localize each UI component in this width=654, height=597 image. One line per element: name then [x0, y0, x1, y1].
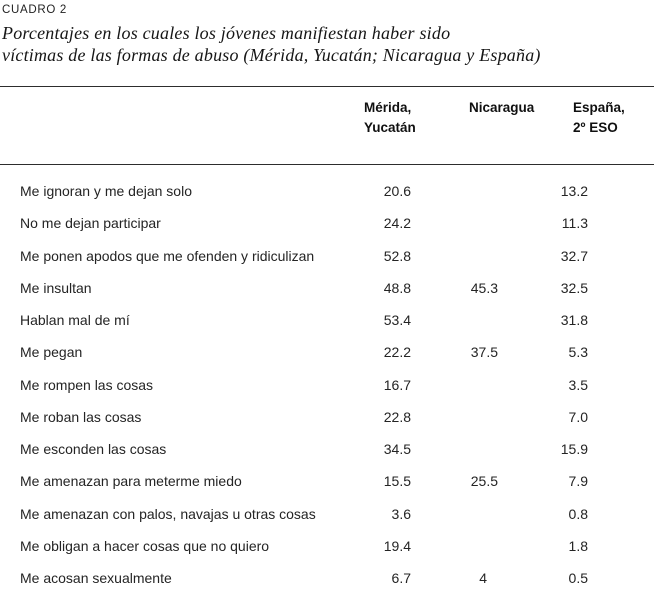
row-label: Hablan mal de mí — [20, 312, 130, 329]
nicaragua-value — [421, 207, 508, 239]
column-header-merida — [341, 87, 421, 165]
row-label: Me insultan — [20, 279, 92, 296]
table-row — [0, 530, 654, 562]
nicaragua-value — [421, 240, 508, 272]
espana-value: 0.8 — [568, 505, 588, 522]
table-row — [0, 304, 654, 336]
nicaragua-value: 25.5 — [470, 473, 498, 490]
column-header-espana — [508, 87, 654, 165]
column-header-nicaragua — [421, 87, 535, 165]
row-label: Me obligan a hacer cosas que no quiero — [20, 537, 270, 554]
nicaragua-value — [421, 401, 508, 433]
table-row — [0, 240, 654, 272]
espana-value: 15.9 — [560, 441, 588, 458]
espana-value: 32.7 — [560, 247, 588, 264]
merida-value: 16.7 — [383, 376, 411, 393]
column-header-merida-line-1: Mérida, — [364, 100, 412, 115]
table-row — [0, 207, 654, 239]
merida-value: 22.2 — [383, 344, 411, 361]
nicaragua-value: 4 — [479, 570, 487, 587]
table-title — [2, 22, 644, 66]
table-row — [0, 562, 654, 597]
table-row — [0, 165, 654, 208]
merida-value: 53.4 — [383, 312, 411, 329]
merida-value: 24.2 — [383, 215, 411, 232]
nicaragua-value — [421, 165, 508, 208]
row-label: Me pegan — [20, 344, 83, 361]
merida-value: 22.8 — [383, 408, 411, 425]
espana-value: 5.3 — [568, 344, 588, 361]
column-header-merida-line-2: Yucatán — [364, 120, 416, 135]
nicaragua-value — [421, 498, 508, 530]
nicaragua-value: 45.3 — [470, 279, 498, 296]
espana-value: 1.8 — [568, 537, 588, 554]
espana-value: 31.8 — [560, 312, 588, 329]
table-row — [0, 465, 654, 497]
merida-value: 3.6 — [391, 505, 411, 522]
merida-value: 48.8 — [383, 279, 411, 296]
nicaragua-value — [421, 304, 508, 336]
row-label: Me amenazan con palos, navajas u otras cosas — [20, 505, 316, 522]
table-row — [0, 272, 654, 304]
table-row — [0, 336, 654, 368]
espana-value: 11.3 — [561, 215, 588, 232]
table-body — [0, 165, 654, 597]
column-header-espana-line-2: 2º ESO — [573, 120, 618, 135]
row-label: Me amenazan para meterme miedo — [20, 473, 242, 490]
table-caption — [2, 3, 644, 66]
merida-value: 6.7 — [391, 570, 411, 587]
espana-value: 7.9 — [568, 473, 588, 490]
row-label: Me rompen las cosas — [20, 376, 154, 393]
espana-value: 0.5 — [568, 570, 588, 587]
table-row — [0, 433, 654, 465]
table-header-row — [0, 87, 654, 165]
espana-value: 32.5 — [560, 279, 588, 296]
table-row — [0, 498, 654, 530]
nicaragua-value — [421, 530, 508, 562]
espana-value: 13.2 — [560, 183, 588, 200]
table-row — [0, 401, 654, 433]
row-label: Me ponen apodos que me ofenden y ridiculizan — [20, 247, 315, 264]
nicaragua-value: 37.5 — [470, 344, 498, 361]
espana-value: 3.5 — [568, 376, 588, 393]
column-header-nicaragua-line-1: Nicaragua — [469, 100, 535, 115]
merida-value: 20.6 — [383, 183, 411, 200]
nicaragua-value — [421, 369, 508, 401]
row-label: Me roban las cosas — [20, 408, 142, 425]
abuse-percentages-table — [0, 86, 654, 597]
row-label: Me esconden las cosas — [20, 441, 167, 458]
row-label: No me dejan participar — [20, 215, 161, 232]
table-number-label: CUADRO 2 — [2, 4, 68, 16]
espana-value: 7.0 — [568, 408, 588, 425]
table-title-line-1: Porcentajes en los cuales los jóvenes manifiestan haber sido — [2, 23, 451, 43]
table-row — [0, 369, 654, 401]
table-title-line-2: víctimas de las formas de abuso (Mérida, Yucatán; Nicaragua y España) — [2, 45, 541, 65]
merida-value: 19.4 — [383, 537, 411, 554]
merida-value: 34.5 — [383, 441, 411, 458]
column-header-empty — [0, 87, 341, 165]
column-header-espana-line-1: España, — [573, 100, 625, 115]
row-label: Me ignoran y me dejan solo — [20, 183, 192, 200]
row-label: Me acosan sexualmente — [20, 570, 172, 587]
nicaragua-value — [421, 433, 508, 465]
merida-value: 15.5 — [383, 473, 411, 490]
merida-value: 52.8 — [383, 247, 411, 264]
